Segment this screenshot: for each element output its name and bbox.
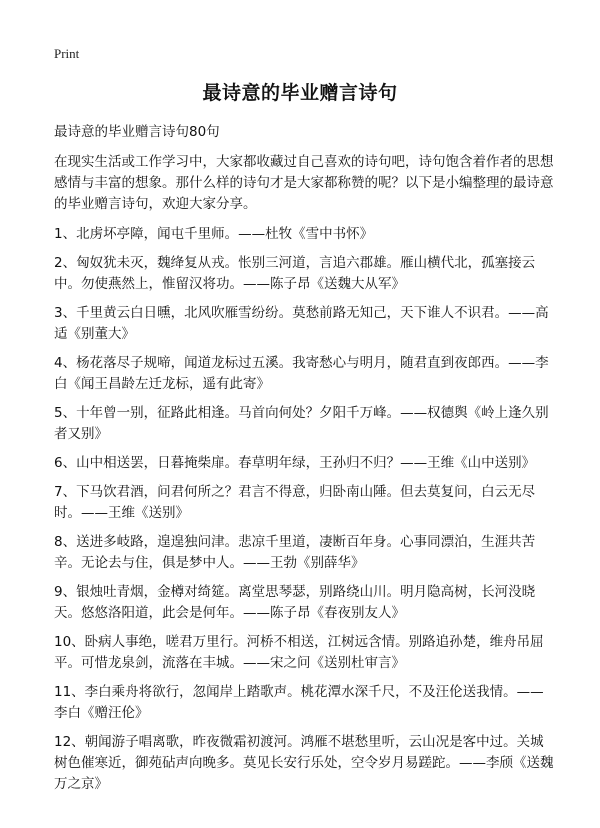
poem-item: 2、匈奴犹未灭，魏绛复从戎。怅别三河道，言追六郡雄。雁山横代北，孤塞接云中。勿使燕然上，惟留汉将功。——陈子昂《送魏大从军》 [54, 255, 536, 292]
intro-paragraph: 在现实生活或工作学习中，大家都收藏过自己喜欢的诗句吧，诗句饱含着作者的思想感情与丰富的想象。那什么样的诗句才是大家都称赞的呢？以下是小编整理的最诗意的毕业赠言诗句，欢迎大家分享。 [54, 154, 554, 212]
poem-item: 7、下马饮君酒，问君何所之？君言不得意，归卧南山陲。但去莫复问，白云无尽时。——王维《送别》 [54, 484, 536, 521]
poem-item: 5、十年曾一别，征路此相逢。马首向何处？夕阳千万峰。——权德舆《岭上逢久别者又别》 [54, 405, 549, 442]
poem-item: 8、送进多岐路，遑遑独问津。悲凉千里道，凄断百年身。心事同漂泊，生涯共苦辛。无论去与住，俱是梦中人。——王勃《别薛华》 [54, 534, 536, 571]
poem-item: 4、杨花落尽子规啼，闻道龙标过五溪。我寄愁心与明月，随君直到夜郎西。——李白《闻王昌龄左迁龙标，遥有此寄》 [54, 355, 549, 392]
article-subtitle: 最诗意的毕业赠言诗句80句 [54, 124, 220, 140]
page-title: 最诗意的毕业赠言诗句 [202, 82, 398, 104]
poem-item: 9、银烛吐青烟，金樽对绮筵。离堂思琴瑟，别路绕山川。明月隐高树，长河没晓天。悠悠洛阳道，此会是何年。——陈子昂《春夜别友人》 [54, 584, 536, 621]
article-body [54, 122, 554, 803]
poem-item: 10、卧病人事绝，嗟君万里行。河桥不相送，江树远含情。别路追孙楚，维舟吊屈平。可惜龙泉剑，流落在丰城。——宋之问《送别杜审言》 [54, 634, 544, 671]
poem-item: 1、北虏坏亭障，闻屯千里师。——杜牧《雪中书怀》 [54, 226, 374, 242]
poem-item: 6、山中相送罢，日暮掩柴扉。春草明年绿，王孙归不归？——王维《山中送别》 [54, 455, 536, 471]
poem-item: 11、李白乘舟将欲行，忽闻岸上踏歌声。桃花潭水深千尺，不及汪伦送我情。——李白《赠汪伦》 [54, 684, 544, 721]
poem-item: 12、朝闻游子唱离歌，昨夜微霜初渡河。鸿雁不堪愁里听，云山况是客中过。关城树色催寒近，御苑砧声向晚多。莫见长安行乐处，空令岁月易蹉跎。——李颀《送魏万之京》 [54, 734, 554, 792]
print-link[interactable]: Print [54, 46, 80, 61]
poem-item: 3、千里黄云白日曛，北风吹雁雪纷纷。莫愁前路无知己，天下谁人不识君。——高适《别董大》 [54, 305, 549, 342]
